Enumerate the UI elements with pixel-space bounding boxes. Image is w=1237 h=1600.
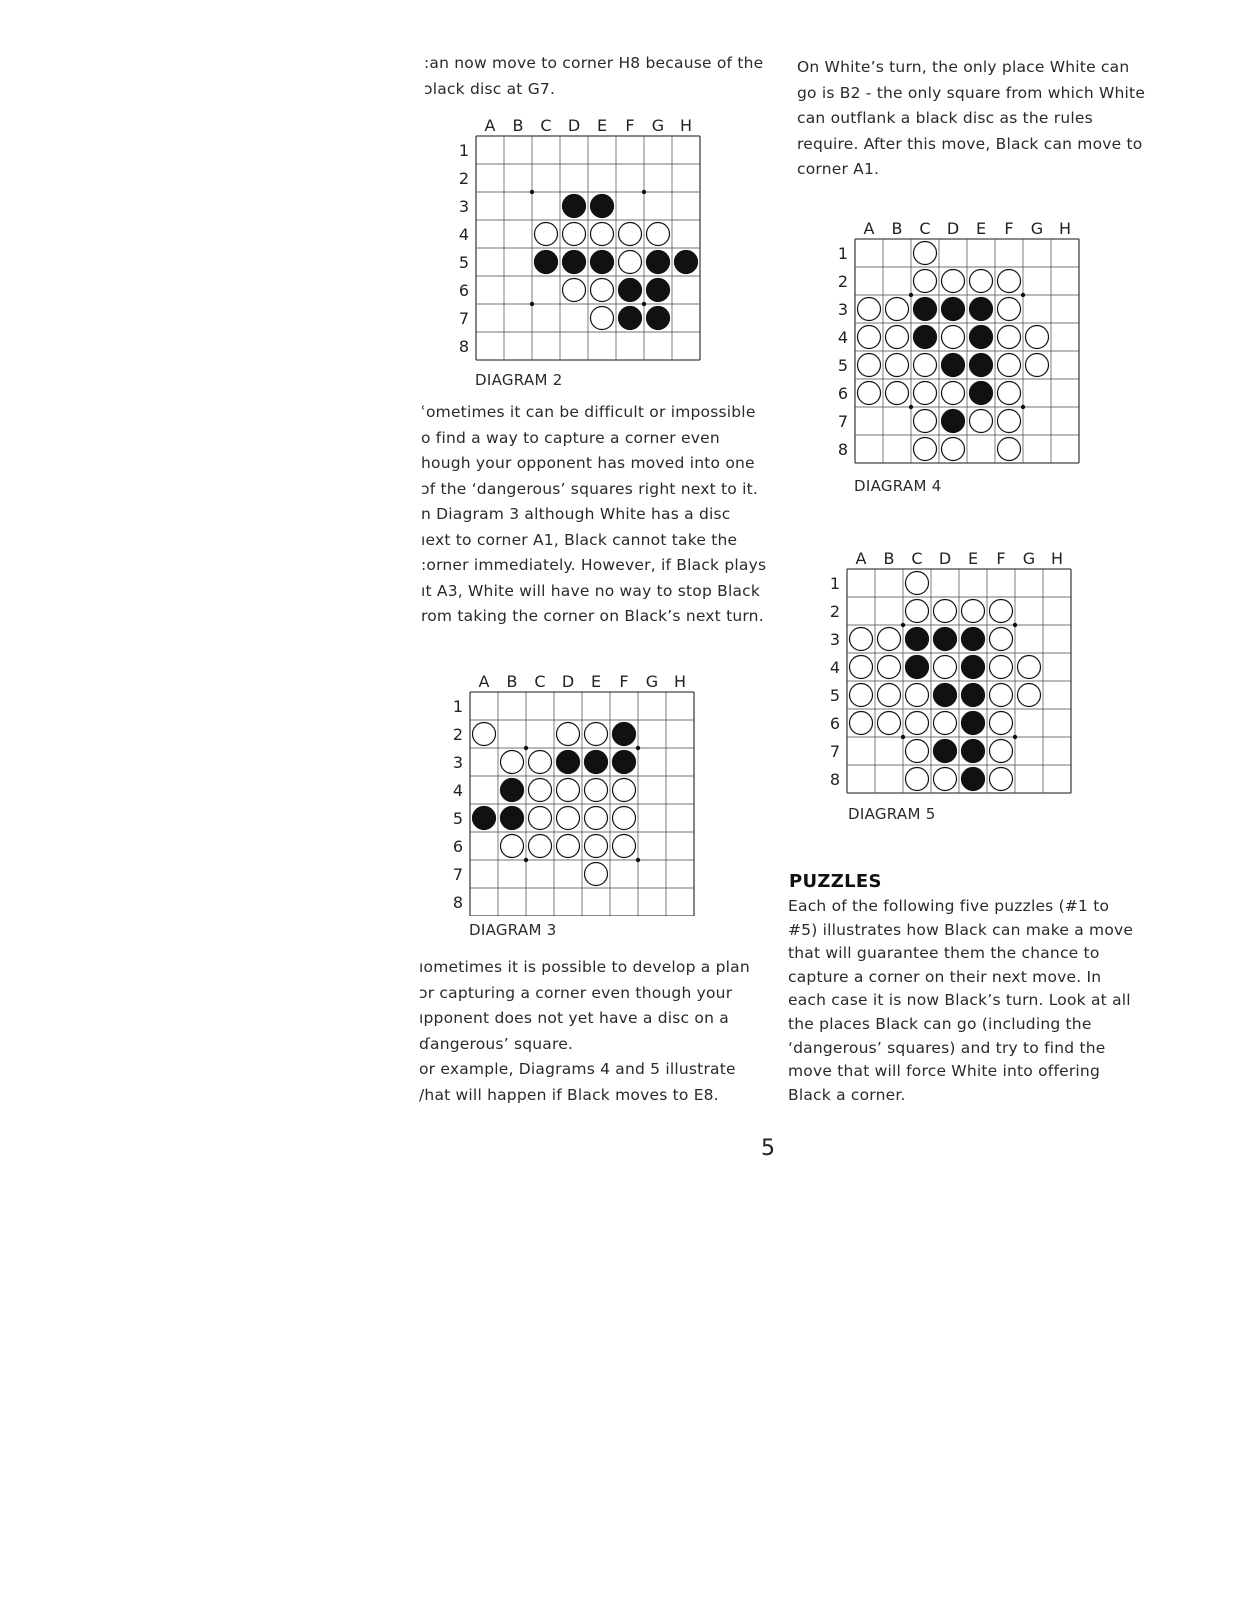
row-label: 6 xyxy=(837,384,848,403)
text-line: ʿometimes it can be difficult or impossible xyxy=(421,403,756,421)
column-label: G xyxy=(1022,549,1036,568)
white-disc xyxy=(906,684,929,707)
white-disc xyxy=(557,779,580,802)
white-disc xyxy=(990,656,1013,679)
column-label: H xyxy=(673,672,687,691)
row-label: 7 xyxy=(837,412,848,431)
text-line: that will guarantee them the chance to xyxy=(788,944,1100,963)
black-disc xyxy=(962,656,985,679)
white-disc xyxy=(886,382,909,405)
white-disc xyxy=(613,807,636,830)
white-disc xyxy=(563,279,586,302)
black-disc xyxy=(970,326,993,349)
white-disc xyxy=(934,768,957,791)
white-disc xyxy=(591,307,614,330)
white-disc xyxy=(557,807,580,830)
star-point xyxy=(642,190,646,194)
diagram-5-board xyxy=(817,543,1087,799)
row-label: 1 xyxy=(458,141,469,160)
white-disc xyxy=(878,656,901,679)
text-line: :an now move to corner H8 because of the xyxy=(424,54,764,72)
row-label: 3 xyxy=(829,630,840,649)
white-disc xyxy=(934,600,957,623)
black-disc xyxy=(563,195,586,218)
text-line: require. After this move, Black can move to xyxy=(797,134,1143,153)
column-label: B xyxy=(883,549,895,568)
white-disc xyxy=(473,723,496,746)
white-disc xyxy=(529,807,552,830)
black-disc xyxy=(675,251,698,274)
black-disc xyxy=(962,768,985,791)
column-label: A xyxy=(484,116,496,135)
black-disc xyxy=(473,807,496,830)
black-disc xyxy=(914,326,937,349)
white-disc xyxy=(1026,354,1049,377)
black-disc xyxy=(619,279,642,302)
white-disc xyxy=(563,223,586,246)
row-label: 5 xyxy=(458,253,469,272)
column-label: D xyxy=(567,116,581,135)
column-label: B xyxy=(512,116,524,135)
white-disc xyxy=(990,768,1013,791)
black-disc xyxy=(962,684,985,707)
black-disc xyxy=(934,684,957,707)
left-paragraph-3 xyxy=(419,955,750,1108)
white-disc xyxy=(942,382,965,405)
text-line: go is B2 - the only square from which White xyxy=(797,83,1146,102)
white-disc xyxy=(529,751,552,774)
white-disc xyxy=(914,354,937,377)
white-disc xyxy=(619,251,642,274)
white-disc xyxy=(998,326,1021,349)
row-label: 3 xyxy=(452,753,463,772)
text-line: rom taking the corner on Black’s next turn. xyxy=(421,607,764,625)
white-disc xyxy=(647,223,670,246)
text-line: move that will force White into offering xyxy=(788,1062,1100,1081)
white-disc xyxy=(850,684,873,707)
text-line: :orner immediately. However, if Black plays xyxy=(421,556,767,574)
star-point xyxy=(642,302,646,306)
text-line: or example, Diagrams 4 and 5 illustrate xyxy=(419,1060,736,1078)
row-label: 1 xyxy=(452,697,463,716)
column-label: E xyxy=(975,219,987,238)
column-label: C xyxy=(534,672,546,691)
star-point xyxy=(1021,293,1025,297)
white-disc xyxy=(998,354,1021,377)
text-line: hough your opponent has moved into one xyxy=(421,454,755,472)
white-disc xyxy=(858,382,881,405)
white-disc xyxy=(942,326,965,349)
row-label: 5 xyxy=(837,356,848,375)
column-label: B xyxy=(506,672,518,691)
right-paragraph-1 xyxy=(797,55,1145,183)
white-disc xyxy=(557,723,580,746)
column-label: F xyxy=(625,116,635,135)
column-label: C xyxy=(911,549,923,568)
column-label: E xyxy=(967,549,979,568)
column-label: C xyxy=(919,219,931,238)
white-disc xyxy=(585,835,608,858)
white-disc xyxy=(501,751,524,774)
black-disc xyxy=(535,251,558,274)
text-line: ıpponent does not yet have a disc on a xyxy=(419,1009,729,1027)
text-line: On White’s turn, the only place White can xyxy=(797,58,1130,76)
column-label: F xyxy=(619,672,629,691)
white-disc xyxy=(1018,656,1041,679)
white-disc xyxy=(998,270,1021,293)
star-point xyxy=(901,623,905,627)
black-disc xyxy=(962,628,985,651)
white-disc xyxy=(962,600,985,623)
white-disc xyxy=(585,723,608,746)
star-point xyxy=(636,858,640,862)
text-line: corner A1. xyxy=(797,160,880,178)
text-line: #5) illustrates how Black can make a move xyxy=(788,920,1134,939)
white-disc xyxy=(850,656,873,679)
diagram-4-board xyxy=(825,213,1095,469)
row-label: 8 xyxy=(452,893,463,912)
white-disc xyxy=(858,298,881,321)
row-label: 3 xyxy=(837,300,848,319)
black-disc xyxy=(647,279,670,302)
column-label: D xyxy=(938,549,952,568)
black-disc xyxy=(970,382,993,405)
text-line: Black a corner. xyxy=(788,1085,906,1104)
diagram-2-board xyxy=(446,110,716,370)
text-line: /hat will happen if Black moves to E8. xyxy=(419,1085,719,1104)
text-line: o find a way to capture a corner even xyxy=(421,428,720,447)
star-point xyxy=(909,293,913,297)
text-line: ıext to corner A1, Black cannot take the xyxy=(421,530,738,549)
black-disc xyxy=(934,628,957,651)
column-label: A xyxy=(863,219,875,238)
column-label: F xyxy=(996,549,1006,568)
left-paragraph-1 xyxy=(424,51,763,102)
text-line: Each of the following five puzzles (#1 to xyxy=(788,897,1110,915)
white-disc xyxy=(585,863,608,886)
star-point xyxy=(636,746,640,750)
white-disc xyxy=(878,684,901,707)
white-disc xyxy=(858,354,881,377)
column-label: H xyxy=(1058,219,1072,238)
black-disc xyxy=(962,740,985,763)
column-label: H xyxy=(1050,549,1064,568)
black-disc xyxy=(934,740,957,763)
black-disc xyxy=(970,354,993,377)
white-disc xyxy=(990,684,1013,707)
star-point xyxy=(530,302,534,306)
row-label: 7 xyxy=(829,742,840,761)
black-disc xyxy=(970,298,993,321)
column-label: F xyxy=(1004,219,1014,238)
row-label: 4 xyxy=(829,658,840,677)
row-label: 2 xyxy=(837,272,848,291)
column-label: G xyxy=(651,116,665,135)
star-point xyxy=(530,190,534,194)
white-disc xyxy=(914,270,937,293)
row-label: 8 xyxy=(837,440,848,459)
puzzles-heading: PUZZLES xyxy=(789,871,882,892)
diagram-2-caption: DIAGRAM 2 xyxy=(475,371,563,389)
white-disc xyxy=(906,740,929,763)
row-label: 3 xyxy=(458,197,469,216)
black-disc xyxy=(619,307,642,330)
row-label: 2 xyxy=(452,725,463,744)
white-disc xyxy=(914,242,937,265)
black-disc xyxy=(942,354,965,377)
column-label: H xyxy=(679,116,693,135)
black-disc xyxy=(613,751,636,774)
row-label: 7 xyxy=(458,309,469,328)
left-paragraph-2 xyxy=(421,400,766,630)
star-point xyxy=(524,746,528,750)
row-label: 4 xyxy=(837,328,848,347)
text-line: ıt A3, White will have no way to stop Black xyxy=(421,581,761,600)
black-disc xyxy=(942,410,965,433)
star-point xyxy=(524,858,528,862)
white-disc xyxy=(529,835,552,858)
black-disc xyxy=(906,656,929,679)
white-disc xyxy=(934,712,957,735)
row-label: 1 xyxy=(837,244,848,263)
white-disc xyxy=(886,354,909,377)
star-point xyxy=(1021,405,1025,409)
white-disc xyxy=(942,438,965,461)
black-disc xyxy=(591,251,614,274)
row-label: 6 xyxy=(452,837,463,856)
white-disc xyxy=(886,326,909,349)
white-disc xyxy=(535,223,558,246)
text-line: can outflank a black disc as the rules xyxy=(797,109,1093,127)
white-disc xyxy=(858,326,881,349)
row-label: 8 xyxy=(458,337,469,356)
text-line: ɔf the ‘dangerous’ squares right next to it. xyxy=(421,479,759,498)
white-disc xyxy=(878,712,901,735)
white-disc xyxy=(1018,684,1041,707)
text-line: ɔlack disc at G7. xyxy=(424,79,556,98)
white-disc xyxy=(934,656,957,679)
row-label: 4 xyxy=(458,225,469,244)
black-disc xyxy=(557,751,580,774)
white-disc xyxy=(998,382,1021,405)
row-label: 4 xyxy=(452,781,463,800)
black-disc xyxy=(613,723,636,746)
text-line: ɗangerous’ square. xyxy=(419,1034,574,1053)
white-disc xyxy=(850,628,873,651)
row-label: 1 xyxy=(829,574,840,593)
row-label: 8 xyxy=(829,770,840,789)
white-disc xyxy=(613,835,636,858)
row-label: 7 xyxy=(452,865,463,884)
black-disc xyxy=(906,628,929,651)
white-disc xyxy=(990,712,1013,735)
text-line: the places Black can go (including the xyxy=(788,1014,1092,1033)
row-label: 6 xyxy=(458,281,469,300)
black-disc xyxy=(501,779,524,802)
white-disc xyxy=(501,835,524,858)
white-disc xyxy=(914,438,937,461)
column-label: A xyxy=(855,549,867,568)
white-disc xyxy=(942,270,965,293)
star-point xyxy=(909,405,913,409)
black-disc xyxy=(501,807,524,830)
column-label: C xyxy=(540,116,552,135)
white-disc xyxy=(990,740,1013,763)
column-label: B xyxy=(891,219,903,238)
white-disc xyxy=(914,410,937,433)
black-disc xyxy=(962,712,985,735)
white-disc xyxy=(998,298,1021,321)
white-disc xyxy=(914,382,937,405)
white-disc xyxy=(990,600,1013,623)
diagram-5-caption: DIAGRAM 5 xyxy=(848,805,936,823)
column-label: D xyxy=(561,672,575,691)
row-label: 2 xyxy=(829,602,840,621)
white-disc xyxy=(906,712,929,735)
white-disc xyxy=(585,779,608,802)
text-line: n Diagram 3 although White has a disc xyxy=(421,505,731,523)
white-disc xyxy=(850,712,873,735)
page-number: 5 xyxy=(761,1136,775,1161)
black-disc xyxy=(942,298,965,321)
text-line: capture a corner on their next move. In xyxy=(788,967,1102,986)
star-point xyxy=(1013,735,1017,739)
star-point xyxy=(1013,623,1017,627)
white-disc xyxy=(878,628,901,651)
puzzles-paragraph xyxy=(788,895,1133,1107)
white-disc xyxy=(557,835,580,858)
white-disc xyxy=(990,628,1013,651)
diagram-4-caption: DIAGRAM 4 xyxy=(854,477,942,495)
black-disc xyxy=(647,307,670,330)
white-disc xyxy=(585,807,608,830)
column-label: G xyxy=(645,672,659,691)
black-disc xyxy=(591,195,614,218)
white-disc xyxy=(613,779,636,802)
white-disc xyxy=(998,438,1021,461)
white-disc xyxy=(529,779,552,802)
star-point xyxy=(901,735,905,739)
white-disc xyxy=(1026,326,1049,349)
column-label: A xyxy=(478,672,490,691)
column-label: E xyxy=(590,672,602,691)
column-label: D xyxy=(946,219,960,238)
row-label: 5 xyxy=(829,686,840,705)
white-disc xyxy=(906,600,929,623)
column-label: E xyxy=(596,116,608,135)
text-line: ‘dangerous’ squares) and try to find the xyxy=(788,1038,1106,1057)
white-disc xyxy=(970,410,993,433)
text-line: ıometimes it is possible to develop a plan xyxy=(419,958,750,976)
text-line: ɔr capturing a corner even though your xyxy=(419,983,733,1002)
white-disc xyxy=(906,768,929,791)
white-disc xyxy=(591,223,614,246)
white-disc xyxy=(886,298,909,321)
black-disc xyxy=(647,251,670,274)
white-disc xyxy=(998,410,1021,433)
black-disc xyxy=(563,251,586,274)
diagram-3-caption: DIAGRAM 3 xyxy=(469,921,557,939)
row-label: 5 xyxy=(452,809,463,828)
white-disc xyxy=(906,572,929,595)
black-disc xyxy=(914,298,937,321)
white-disc xyxy=(619,223,642,246)
text-line: each case it is now Black’s turn. Look at all xyxy=(788,991,1131,1010)
row-label: 6 xyxy=(829,714,840,733)
diagram-3-board xyxy=(440,666,710,916)
white-disc xyxy=(591,279,614,302)
column-label: G xyxy=(1030,219,1044,238)
black-disc xyxy=(585,751,608,774)
row-label: 2 xyxy=(458,169,469,188)
white-disc xyxy=(970,270,993,293)
